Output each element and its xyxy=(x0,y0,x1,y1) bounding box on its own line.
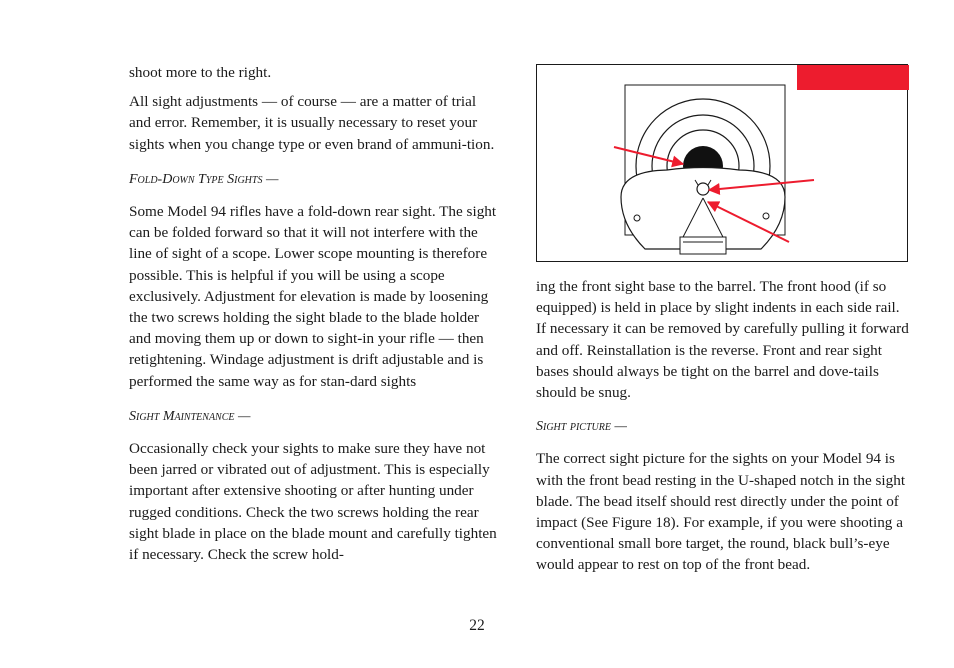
blade-base xyxy=(680,237,726,254)
red-tab xyxy=(797,65,909,90)
paragraph: All sight adjustments — of course — are a matter of trial and error. Remember, it is usually necessary to reset your sights when you change type or even brand of ammuni-tion. xyxy=(129,93,495,153)
section-heading-fold-down: Fold-Down Type Sights — xyxy=(129,171,279,187)
screw xyxy=(763,213,769,219)
paragraph: ing the front sight base to the barrel. The front hood (if so equipped) is held in place by slight indents in each side rail. If necessary it can be removed by carefully pulling it forward and off. Reinstallation is the reverse. Front and rear sight bases should always be tight on the barrel and dove-tails should be snug. xyxy=(536,278,909,402)
section-heading-maintenance: Sight Maintenance — xyxy=(129,408,251,424)
paragraph: The correct sight picture for the sights on your Model 94 is with the front bead resting in the U-shaped notch in the sight blade. The bead itself should rest directly under the point of impact (See Figure 18). For example, if you were shooting a conventional small bore target, the round, black bull’s-eye would appear to rest on top of the front bead. xyxy=(536,450,906,574)
sight-picture-illustration xyxy=(537,65,909,263)
screw xyxy=(634,215,640,221)
right-column xyxy=(536,276,910,576)
left-column xyxy=(129,62,497,565)
paragraph: Some Model 94 rifles have a fold-down rear sight. The sight can be folded forward so that it will not interfere with the line of sight of a scope. Lower scope mounting is therefore possible. This is helpful if you will be using a scope exclusively. Adjustment for elevation is made by loosening the two screws holding the sight blade to the blade holder and moving them up or down to sight-in your rifle — then retightening. Windage adjustment is drift adjustable and is performed the same way as for stan-dard sights xyxy=(129,203,497,390)
front-bead xyxy=(697,183,709,195)
sight-picture-figure xyxy=(536,64,908,262)
paragraph: shoot more to the right. xyxy=(129,64,272,81)
pointer-arrow xyxy=(614,147,683,164)
paragraph: Occasionally check your sights to make sure they have not been jarred or vibrated out of adjustment. This is especially important after extensive shooting or after hunting under rugged conditions. Check the two screws holding the rear sight blade in place on the blade mount and carefully tighten if necessary. Check the screw hold- xyxy=(129,440,497,564)
page-number: 22 xyxy=(469,617,485,634)
section-heading-sight-picture: Sight picture — xyxy=(536,419,627,435)
